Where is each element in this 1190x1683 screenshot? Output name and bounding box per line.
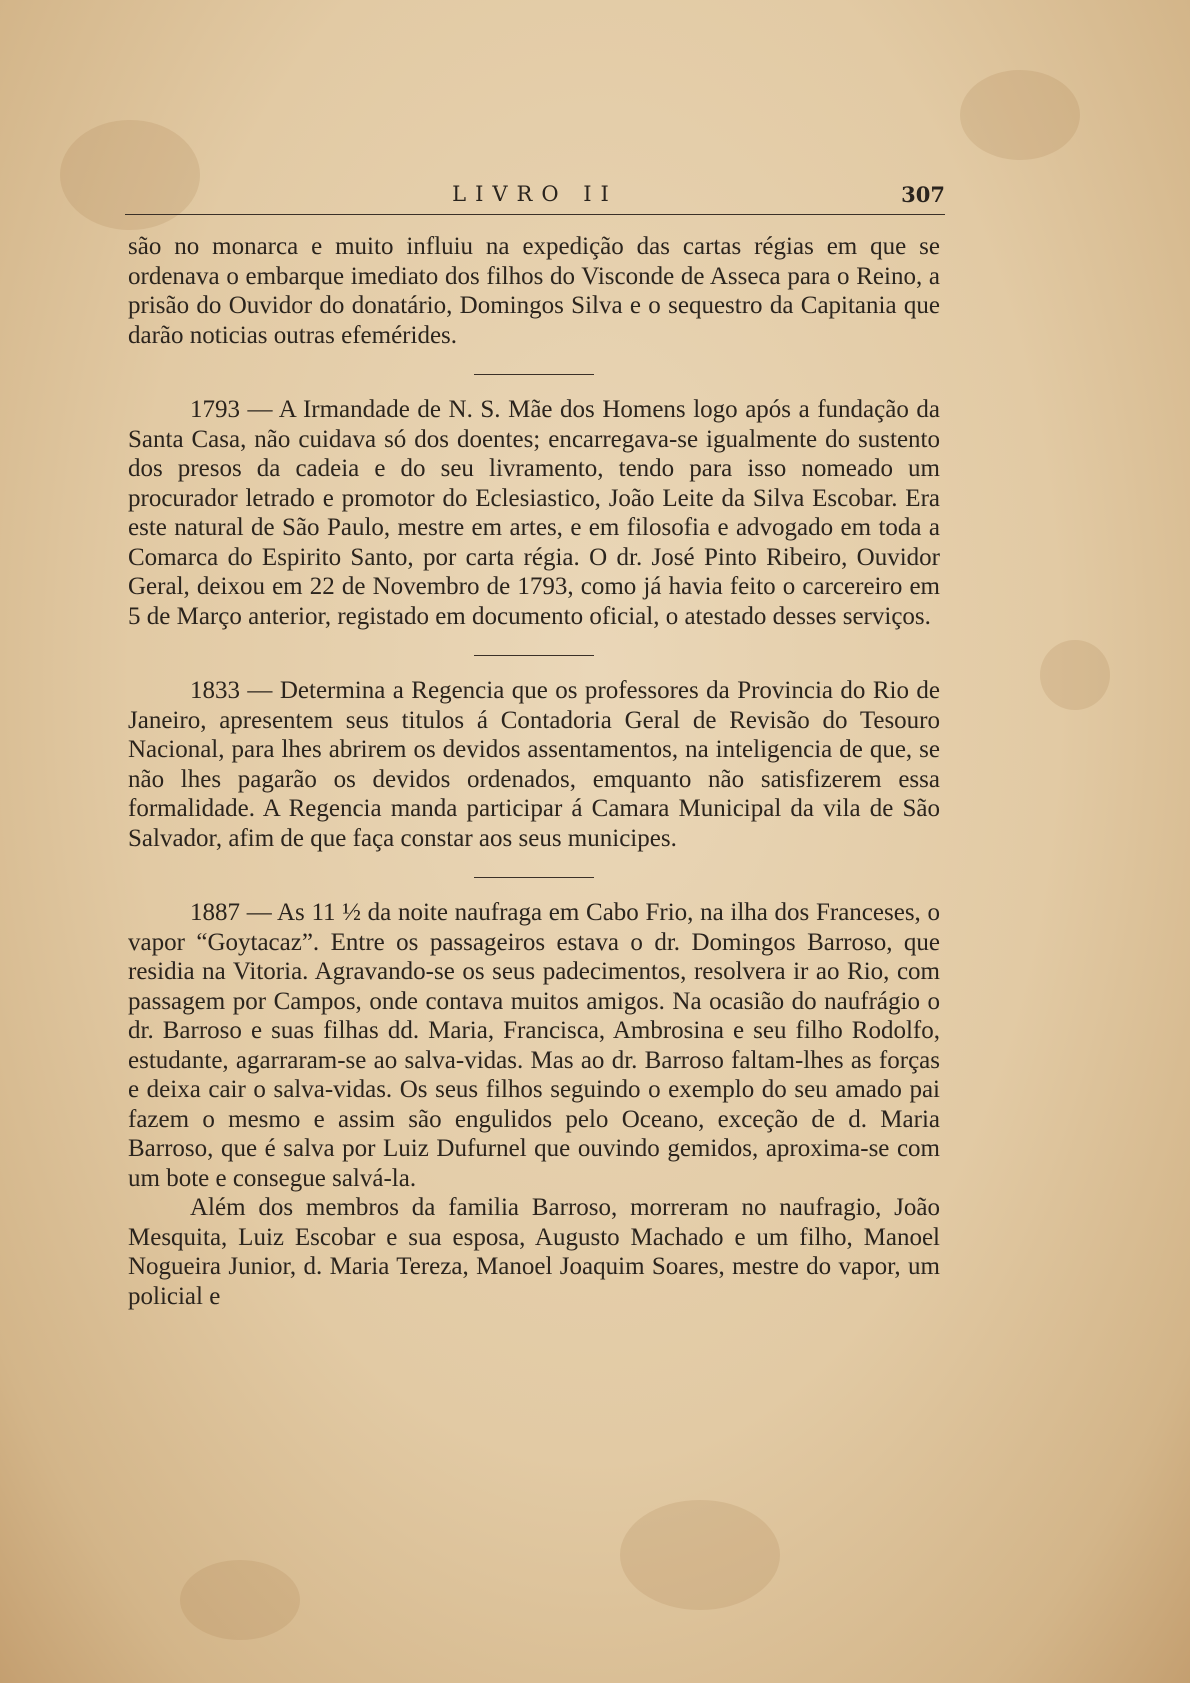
stain (620, 1500, 780, 1610)
section-divider (474, 877, 594, 878)
entry-1887: 1887 — As 11 ½ da noite naufraga em Cabo Frio, na ilha dos Franceses, o vapor “Goytacaz”. Entre os passageiros estava o dr. Domingos Barroso, que residia na Vitoria. Agravando-se os seus padecimentos, resolvera ir ao Rio, com passagem por Campos, onde contava muitos amigos. Na ocasião do naufrágio o dr. Barroso e suas filhas dd. Maria, Francisca, Ambrosina e seu filho Rodolfo, estudante, agarraram-se ao salva-vidas. Mas ao dr. Barroso faltam-lhes as forças e deixa cair o salva-vidas. Os seus filhos seguindo o exemplo do seu amado pai fazem o mesmo e assim são engulidos pelo Oceano, exceção de d. Maria Barroso, que é salva por Luiz Dufurnel que ouvindo gemidos, aproxima-se com um bote e consegue salvá-la. (128, 899, 940, 1192)
stain (960, 70, 1080, 160)
entry-1793: 1793 — A Irmandade de N. S. Mãe dos Homens logo após a fundação da Santa Casa, não cuidava só dos doentes; encarregava-se igualmente do sustento dos presos da cadeia e do seu livramento, tendo para isso nomeado um procurador letrado e promotor do Eclesiastico, João Leite da Silva Escobar. Era este natural de São Paulo, mestre em artes, e em filosofia e advogado em toda a Comarca do Espirito Santo, por carta régia. O dr. José Pinto Ribeiro, Ouvidor Geral, deixou em 22 de Novembro de 1793, como já havia feito o carcereiro em 5 de Março anterior, registado em documento oficial, o atestado desses serviços. (128, 396, 940, 630)
paragraph-continuation: são no monarca e muito influiu na expedição das cartas régias em que se ordenava o embarque imediato dos filhos do Visconde de Asseca para o Reino, a prisão do Ouvidor do donatário, Domingos Silva e o sequestro da Capitania que darão noticias outras efemérides. (128, 233, 940, 349)
body-text (128, 232, 940, 1311)
stain (180, 1560, 300, 1640)
section-divider (474, 655, 594, 656)
page-number: 307 (901, 182, 945, 207)
entry-1887-continued: Além dos membros da familia Barroso, morreram no naufragio, João Mesquita, Luiz Escobar e sua esposa, Augusto Machado e um filho, Manoel Nogueira Junior, d. Maria Tereza, Manoel Joaquim Soares, mestre do vapor, um policial e (128, 1194, 940, 1310)
entry-1833: 1833 — Determina a Regencia que os professores da Provincia do Rio de Janeiro, apresentem seus titulos á Contadoria Geral de Revisão do Tesouro Nacional, para lhes abrirem os devidos assentamentos, na inteligencia de que, se não lhes pagarão os devidos ordenados, emquanto não satisfizerem essa formalidade. A Regencia manda participar á Camara Municipal da vila de São Salvador, afim de que faça constar aos seus municipes. (128, 677, 940, 852)
running-title: LIVRO II (452, 182, 618, 206)
page-header (125, 180, 945, 215)
section-divider (474, 374, 594, 375)
stain (1040, 640, 1110, 710)
